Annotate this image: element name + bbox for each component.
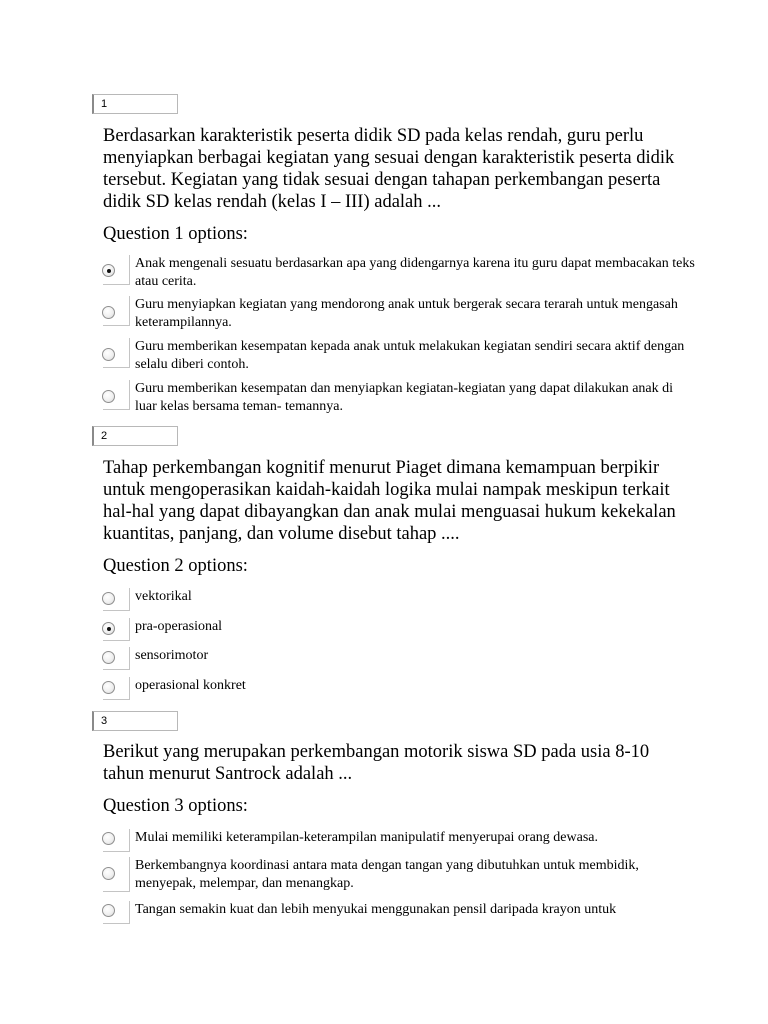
radio-button[interactable] <box>102 681 115 694</box>
option-label: sensorimotor <box>135 648 209 663</box>
option-item[interactable] <box>102 338 685 372</box>
option-label: Berkembangnya koordinasi antara mata dengan tangan yang dibutuhkan untuk membidik, menyepak, melempar, dan menangkap. <box>135 858 639 891</box>
option-border <box>129 647 130 670</box>
options-heading: Question 1 options: <box>103 224 248 244</box>
option-item[interactable] <box>102 677 682 700</box>
option-border <box>129 255 130 285</box>
option-border <box>129 901 130 924</box>
radio-selected-dot <box>107 627 111 631</box>
option-border <box>129 588 130 611</box>
radio-selected-dot <box>107 269 111 273</box>
option-border <box>129 677 130 700</box>
option-border <box>129 338 130 368</box>
option-item[interactable] <box>102 647 682 670</box>
radio-button[interactable] <box>102 306 115 319</box>
option-border <box>129 829 130 852</box>
question-text: Berdasarkan karakteristik peserta didik SD pada kelas rendah, guru perlu menyiapkan berbagai kegiatan yang sesuai dengan karakteristik peserta didik tersebut. Kegiatan yang tidak sesuai dengan tahapan perkembangan peserta didik SD kelas rendah (kelas I – III) adalah ... <box>103 126 675 212</box>
radio-button[interactable] <box>102 348 115 361</box>
options-heading: Question 2 options: <box>103 556 248 576</box>
question-text: Tahap perkembangan kognitif menurut Piaget dimana kemampuan berpikir untuk mengoperasikan kaidah-kaidah logika mulai nampak meskipun terkait hal-hal yang dapat dibayangkan dan anak mulai menguasai hukum kekekalan kuantitas, panjang, dan volume disebut tahap .... <box>103 458 676 544</box>
option-item[interactable] <box>102 618 682 641</box>
question-number-box[interactable] <box>92 94 178 114</box>
option-item[interactable] <box>102 857 682 892</box>
question-number-box[interactable] <box>92 426 178 446</box>
radio-button[interactable] <box>102 390 115 403</box>
option-border <box>129 380 130 410</box>
option-label: Guru memberikan kesempatan dan menyiapkan kegiatan-kegiatan yang dapat dilakukan anak di luar kelas bersama teman- temannya. <box>135 381 674 414</box>
radio-button[interactable] <box>102 651 115 664</box>
option-item[interactable] <box>102 255 695 289</box>
options-heading: Question 3 options: <box>103 796 248 816</box>
option-item[interactable] <box>102 380 682 414</box>
option-label: vektorikal <box>135 589 192 604</box>
option-label: operasional konkret <box>135 678 246 693</box>
option-item[interactable] <box>102 829 682 852</box>
option-item[interactable] <box>102 296 682 330</box>
option-label: Guru menyiapkan kegiatan yang mendorong anak untuk bergerak secara terarah untuk mengasah keterampilannya. <box>135 297 678 330</box>
question-number: 1 <box>101 98 108 110</box>
radio-button[interactable] <box>102 867 115 880</box>
option-label: Anak mengenali sesuatu berdasarkan apa yang didengarnya karena itu guru dapat membacakan teks atau cerita. <box>135 256 695 289</box>
option-item[interactable] <box>102 901 682 924</box>
option-border <box>129 618 130 641</box>
option-item[interactable] <box>102 588 682 611</box>
radio-button[interactable] <box>102 592 115 605</box>
radio-button[interactable] <box>102 904 115 917</box>
option-label: Guru memberikan kesempatan kepada anak untuk melakukan kegiatan sendiri secara aktif dengan selalu diberi contoh. <box>135 339 685 372</box>
option-border <box>129 857 130 892</box>
radio-button[interactable] <box>102 832 115 845</box>
radio-button[interactable] <box>102 622 115 635</box>
option-label: pra-operasional <box>135 619 223 634</box>
option-border <box>129 296 130 326</box>
question-number: 2 <box>101 430 108 442</box>
radio-button[interactable] <box>102 264 115 277</box>
question-number: 3 <box>101 715 108 727</box>
option-label: Tangan semakin kuat dan lebih menyukai menggunakan pensil daripada krayon untuk <box>135 902 617 917</box>
option-label: Mulai memiliki keterampilan-keterampilan manipulatif menyerupai orang dewasa. <box>135 830 599 845</box>
question-number-box[interactable] <box>92 711 178 731</box>
question-text: Berikut yang merupakan perkembangan motorik siswa SD pada usia 8-10 tahun menurut Santrock adalah ... <box>103 742 650 784</box>
